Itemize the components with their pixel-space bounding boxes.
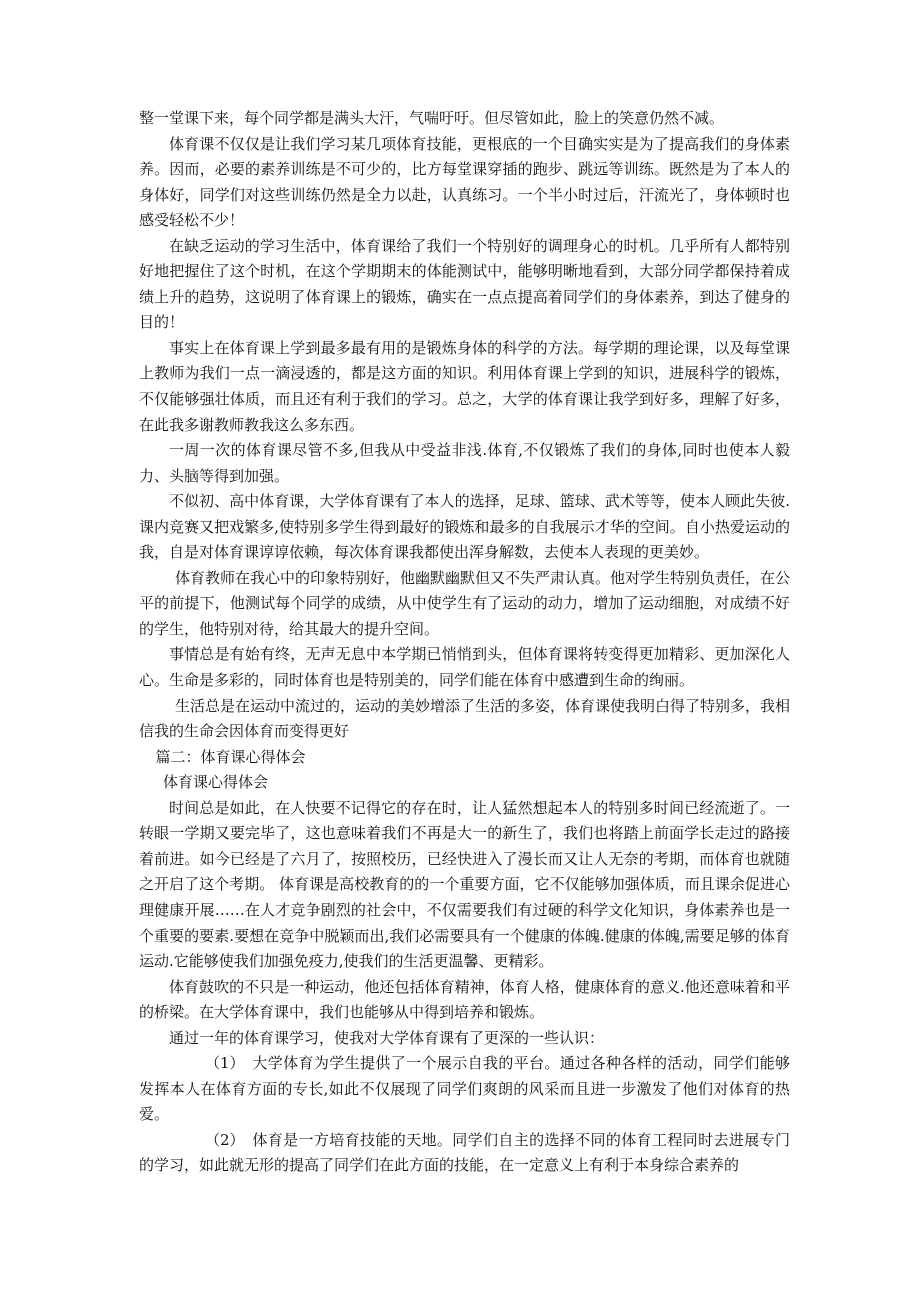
paragraph-5: 一周一次的体育课尽管不多,但我从中受益非浅.体育,不仅锻炼了我们的身体,同时也使本人毅力、头脑等得到加强。 bbox=[139, 441, 790, 485]
paragraph-6: 不似初、高中体育课，大学体育课有了本人的选择，足球、篮球、武术等等，使本人顾此失彼.课内竞赛又把戏繁多,使特别多学生得到最好的锻炼和最多的自我展示才华的空间。自小热爱运动的我，自是对体育课谆谆依赖，每次体育课我都使出浑身解数，去使本人表现的更美妙。 bbox=[139, 492, 790, 562]
paragraph-7: 体育教师在我心中的印象特别好，他幽默幽默但又不失严肃认真。他对学生特别负责任，在公平的前提下，他测试每个同学的成绩，从中使学生有了运动的动力，增加了运动细胞，对成绩不好的学生，他特别对待，给其最大的提升空间。 bbox=[139, 568, 791, 638]
list-item bbox=[139, 1051, 790, 1128]
section-heading: 篇二：体育课心得体会 bbox=[155, 747, 306, 766]
list-item-number: （2） bbox=[205, 1130, 245, 1149]
paragraph-4: 事实上在体育课上学到最多最有用的是锻炼身体的科学的方法。每学期的理论课，以及每堂课上教师为我们一点一滴浸透的，都是这方面的知识。利用体育课上学到的知识，进展科学的锻炼，不仅能够强壮体质，而且还有利于我们的学习。总之，大学的体育课让我学到好多，理解了好多，在此我多谢教师教我这么多东西。 bbox=[139, 338, 790, 434]
paragraph-1: 整一堂课下来，每个同学都是满头大汗，气喘吁吁。但尽管如此，脸上的笑意仍然不减。 bbox=[139, 109, 725, 127]
list-item-text: 大学体育为学生提供了一个展示自我的平台。通过各种各样的活动，同学们能够发挥本人在体育方面的专长,如此不仅展现了同学们爽朗的风采而且进一步激发了他们对体育的热爱。 bbox=[139, 1054, 790, 1124]
list-item-number: （1） bbox=[205, 1054, 245, 1073]
list-item-text: 体育是一方培育技能的天地。同学们自主的选择不同的体育工程同时去进展专门的学习，如此就无形的提高了同学们在此方面的技能，在一定意义上有利于本身综合素养的 bbox=[139, 1130, 790, 1175]
paragraph-3: 在缺乏运动的学习生活中，体育课给了我们一个特别好的调理身心的时机。几乎所有人都特别好地把握住了这个时机，在这个学期期末的体能测试中，能够明晰地看到，大部分同学都保持着成绩上升的趋势，这说明了体育课上的锻炼，确实在一点点提高着同学们的身体素养，到达了健身的目的！ bbox=[139, 236, 790, 332]
document-page bbox=[139, 106, 790, 1179]
section-paragraph-3: 通过一年的体育课学习，使我对大学体育课有了更深的一些认识： bbox=[169, 1028, 605, 1047]
paragraph-9: 生活总是在运动中流过的，运动的美妙增添了生活的多姿，体育课使我明白得了特别多，我相信我的生命会因体育而变得更好 bbox=[139, 696, 791, 741]
section-paragraph-1: 时间总是如此，在人快要不记得它的存在时，让人猛然想起本人的特别多时间已经流逝了。一转眼一学期又要完毕了，这也意味着我们不再是大一的新生了，我们也将踏上前面学长走过的路接着前进。如今已经是了六月了，按照校历，已经快进入了漫长而又让人无奈的考期，而体育也就随之开启了这个考期。 体育课是高校教育的的一个重要方面，它不仅能够加强体质，而且课余促进心理健康开展……在人才竞争剧烈的社会中，不仅需要我们有过硬的科学文化知识，身体素养也是一个重要的要素.要想在竞争中脱颖而出,我们必需要具有一个健康的体魄.健康的体魄,需要足够的体育运动.它能够使我们加强免疫力,使我们的生活更温馨、更精彩。 bbox=[139, 798, 790, 971]
paragraph-8: 事情总是有始有终，无声无息中本学期已悄悄到头，但体育课将转变得更加精彩、更加深化人心。生命是多彩的，同时体育也是特别美的，同学们能在体育中感遭到生命的绚丽。 bbox=[139, 645, 790, 690]
list-item bbox=[139, 1128, 790, 1179]
section-paragraph-2: 体育鼓吹的不只是一种运动，他还包括体育精神，体育人格，健康体育的意义.他还意味着和平的桥梁。在大学体育课中，我们也能够从中得到培养和锻炼。 bbox=[139, 977, 790, 1022]
paragraph-2: 体育课不仅仅是让我们学习某几项体育技能，更根底的一个目确实实是为了提高我们的身体素养。因而，必要的素养训练是不可少的，比方每堂课穿插的跑步、跳远等训练。既然是为了本人的身体好，同学们对这些训练仍然是全力以赴，认真练习。一个半小时过后，汗流光了，身体顿时也感受轻松不少！ bbox=[139, 134, 790, 230]
section-title: 体育课心得体会 bbox=[163, 773, 269, 792]
